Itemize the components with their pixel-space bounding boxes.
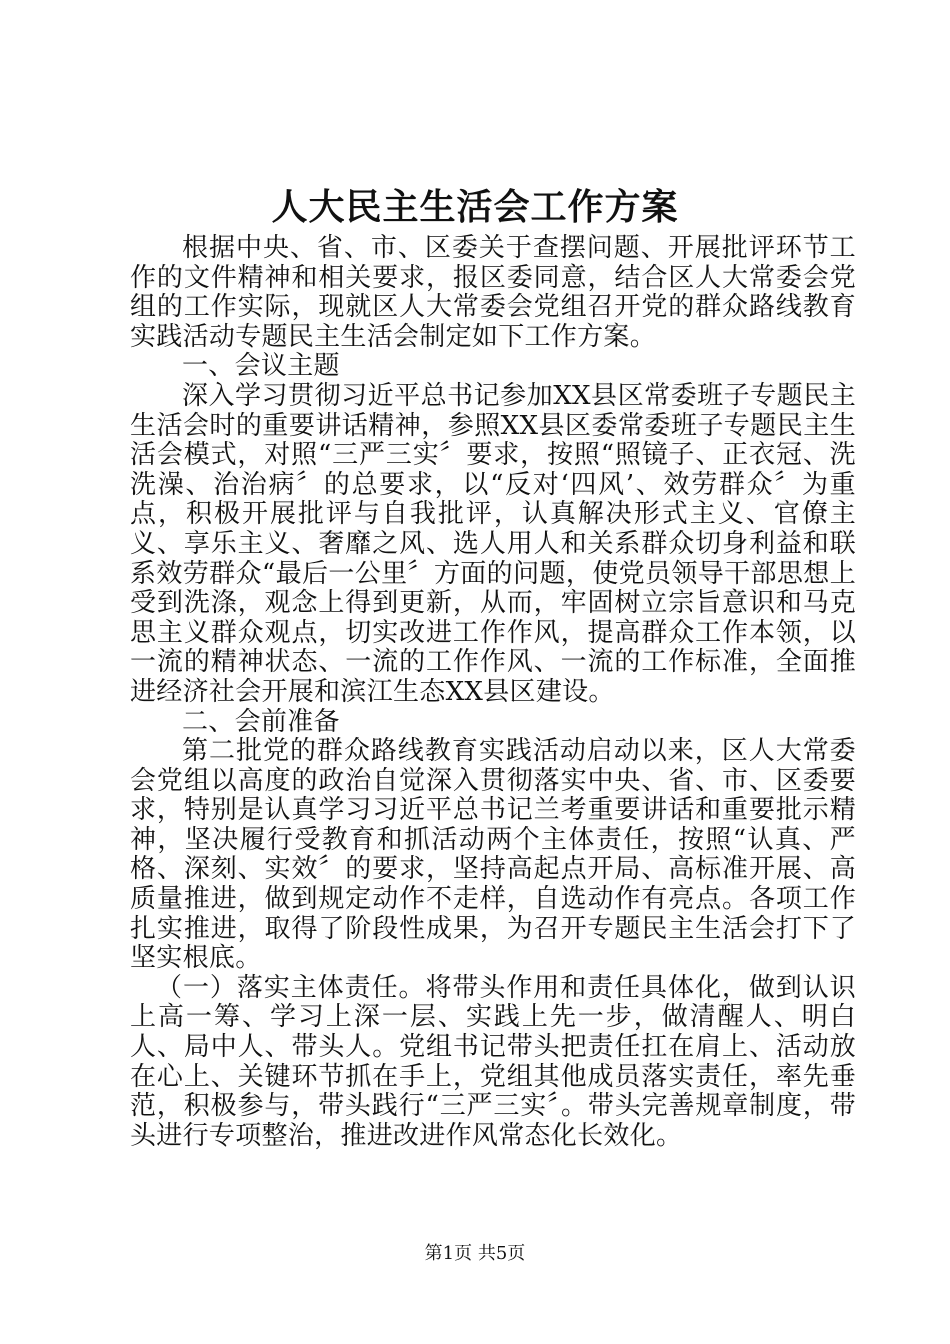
page-number-footer: 第1页 共5页: [424, 1243, 526, 1264]
section-heading-meeting-theme: 一、会议主题: [182, 351, 340, 382]
intro-paragraph: 根据中央、省、市、区委关于查摆问题、开展批评环节工作的文件精神和相关要求，报区委同意，结合区人大常委会党组的工作实际，现就区人大常委会党组召开党的群众路线教育实践活动专题民主生活会制定如下工作方案。: [130, 233, 856, 352]
document-title: 人大民主生活会工作方案: [271, 186, 679, 228]
section-heading-preparation: 二、会前准备: [182, 706, 340, 737]
preparation-paragraph: 第二批党的群众路线教育实践活动启动以来，区人大常委会党组以高度的政治自觉深入贯彻落实中央、省、市、区委要求，特别是认真学习习近平总书记兰考重要讲话和重要批示精神，坚决履行受教育和抓活动两个主体责任，按照“认真、严格、深刻、实效〞的要求，坚持高起点开局、高标准开展、高质量推进，做到规定动作不走样，自选动作有亮点。各项工作扎实推进，取得了阶段性成果，为召开专题民主生活会打下了坚实根底。: [130, 736, 856, 974]
responsibility-paragraph: （一）落实主体责任。将带头作用和责任具体化，做到认识上高一筹、学习上深一层、实践上先一步，做清醒人、明白人、局中人、带头人。党组书记带头把责任扛在肩上、活动放在心上、关键环节抓在手上，党组其他成员落实责任，率先垂范，积极参与，带头践行“三严三实〞。带头完善规章制度，带头进行专项整治，推进改进作风常态化长效化。: [130, 972, 856, 1151]
meeting-theme-paragraph: 深入学习贯彻习近平总书记参加XX县区常委班子专题民主生活会时的重要讲话精神，参照XX县区委常委班子专题民主生活会模式，对照“三严三实〞要求，按照“照镜子、正衣冠、洗洗澡、治治病〞的总要求，以“反对‘四风’、效劳群众〞为重点，积极开展批评与自我批评，认真解决形式主义、官僚主义、享乐主义、奢靡之风、选人用人和关系群众切身利益和联系效劳群众“最后一公里〞方面的问题，使党员领导干部思想上受到洗涤，观念上得到更新，从而，牢固树立宗旨意识和马克思主义群众观点，切实改进工作作风，提高群众工作本领，以一流的精神状态、一流的工作作风、一流的工作标准，全面推进经济社会开展和滨江生态XX县区建设。: [130, 380, 856, 707]
document-body: [130, 234, 856, 1151]
